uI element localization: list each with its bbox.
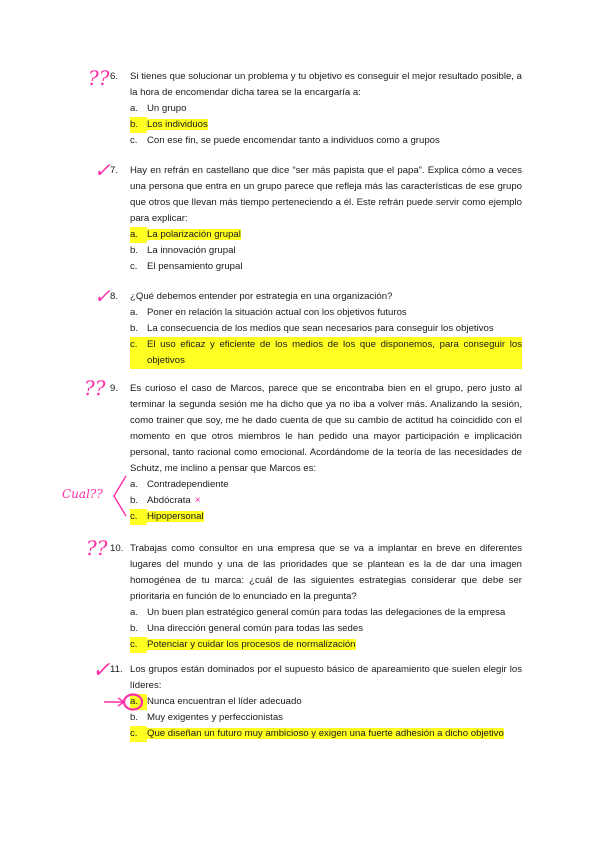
option-b xyxy=(130,710,522,726)
option-letter: b. xyxy=(130,117,147,133)
option-text: Poner en relación la situación actual con los objetivos futuros xyxy=(147,307,407,318)
question-text: Es curioso el caso de Marcos, parece que se encontraba bien en el grupo, pero justo al terminar la segunda sesión me ha dicho que ya no iba a volver más. Analizando la sesión, como trainer que soy, me he dado cuenta de que su cambio de actitud ha coincidido con el momento en que otros miembros le han pedido una mayor participación e implicación personal, tanto racional como emocional. Acordándome de la teoría de las necesidades de Schutz, me inclino a pensar que Marcos es: xyxy=(130,383,522,474)
question-text: ¿Qué debemos entender por estrategia en una organización? xyxy=(130,291,393,302)
question-text: Los grupos están dominados por el supuesto básico de apareamiento que suelen elegir los líderes: xyxy=(130,664,522,691)
option-letter: a. xyxy=(130,103,139,114)
option-letter: b. xyxy=(130,245,139,256)
option-letter: c. xyxy=(130,509,147,525)
option-text-highlighted: Los individuos xyxy=(147,119,208,130)
option-text: La consecuencia de los medios que sean necesarios para conseguir los objetivos xyxy=(147,323,494,334)
option-letter: b. xyxy=(130,712,139,723)
option-text-highlighted: La polarización grupal xyxy=(147,229,241,240)
question-text: Hay en refrán en castellano que dice “ser más papista que el papa”. Explica cómo a veces una persona que entra en un grupo parece que refleja más las características de ese grupo que otros que llevan más tiempo perteneciendo a él. Este refrán puede servir como ejemplo para explicar: xyxy=(130,165,522,224)
option-a xyxy=(130,305,522,321)
option-c xyxy=(130,726,522,742)
option-letter: c. xyxy=(130,135,138,146)
question-mark-annotation: ?? xyxy=(86,536,108,560)
side-note-annotation: Cual?? xyxy=(62,487,103,501)
option-letter: a. xyxy=(130,479,139,490)
option-text-highlighted: Que diseñan un futuro muy ambicioso y exigen una fuerte adhesión a dicho objetivo xyxy=(147,728,504,739)
option-c xyxy=(130,259,522,275)
option-a xyxy=(130,101,522,117)
option-text: Contradependiente xyxy=(147,479,229,490)
question-number: 9. xyxy=(110,383,119,394)
question-number: 8. xyxy=(110,291,119,302)
option-text-highlighted: Hipopersonal xyxy=(147,511,204,522)
question-mark-annotation: ?? xyxy=(88,66,110,90)
option-c xyxy=(130,509,522,525)
check-mark-icon: ✓ xyxy=(92,658,111,683)
option-c xyxy=(130,133,522,149)
question-8 xyxy=(110,289,522,369)
question-number: 7. xyxy=(110,165,119,176)
question-9 xyxy=(110,381,522,525)
option-letter: b. xyxy=(130,495,139,506)
option-text: Un grupo xyxy=(147,103,187,114)
option-text-highlighted: Potenciar y cuidar los procesos de normalización xyxy=(147,639,356,650)
option-letter: b. xyxy=(130,623,139,634)
option-letter: a. xyxy=(130,227,147,243)
question-text: Trabajas como consultor en una empresa que se va a implantar en breve en diferentes lugares del mundo y una de las prioridades que se plantean es la de dar una imagen homogénea de tu marca: ¿cuál de las siguientes estrategias considerar que debe ser prioritaria en función de lo enunciado en la pregunta? xyxy=(130,543,522,602)
option-text: Una dirección general común para todas las sedes xyxy=(147,623,363,634)
option-b xyxy=(130,493,522,509)
question-mark-annotation: ?? xyxy=(84,376,106,400)
option-letter: c. xyxy=(130,637,147,653)
option-text: La innovación grupal xyxy=(147,245,236,256)
question-text: Si tienes que solucionar un problema y tu objetivo es conseguir el mejor resultado posible, a la hora de encomendar dicha tarea se la encargaría a: xyxy=(130,71,522,98)
option-text: El pensamiento grupal xyxy=(147,261,243,272)
question-10 xyxy=(110,541,522,653)
option-letter: c. xyxy=(130,726,147,742)
option-text: Un buen plan estratégico general común para todas las delegaciones de la empresa xyxy=(147,607,506,618)
option-b xyxy=(130,117,522,133)
option-text: Abdócrata xyxy=(147,495,191,506)
option-a xyxy=(130,227,522,243)
option-text: Muy exigentes y perfeccionistas xyxy=(147,712,283,723)
option-text-highlighted: El uso eficaz y eficiente de los medios de los que disponemos, para conseguir los objetivos xyxy=(147,339,522,366)
option-a xyxy=(130,694,522,710)
option-letter: b. xyxy=(130,323,139,334)
option-b xyxy=(130,321,522,337)
question-number: 10. xyxy=(110,543,124,554)
question-number: 6. xyxy=(110,71,119,82)
option-text: Nunca encuentran el líder adecuado xyxy=(147,696,302,707)
wrong-mark-icon: × xyxy=(194,495,201,506)
option-letter: a. xyxy=(130,307,139,318)
question-11 xyxy=(110,662,522,742)
option-text: Con ese fin, se puede encomendar tanto a individuos como a grupos xyxy=(147,135,440,146)
option-c xyxy=(130,337,522,369)
check-mark-icon: ✓ xyxy=(94,158,111,182)
option-a xyxy=(130,605,522,621)
question-7 xyxy=(110,163,522,275)
option-letter: c. xyxy=(130,339,138,350)
option-c xyxy=(130,637,522,653)
option-letter: a. xyxy=(130,607,139,618)
option-b xyxy=(130,243,522,259)
check-mark-icon: ✓ xyxy=(94,284,111,308)
option-a xyxy=(130,477,522,493)
question-6 xyxy=(110,69,522,149)
option-letter: c. xyxy=(130,261,138,272)
question-number: 11. xyxy=(110,664,123,675)
option-letter: a. xyxy=(130,694,147,710)
option-b xyxy=(130,621,522,637)
